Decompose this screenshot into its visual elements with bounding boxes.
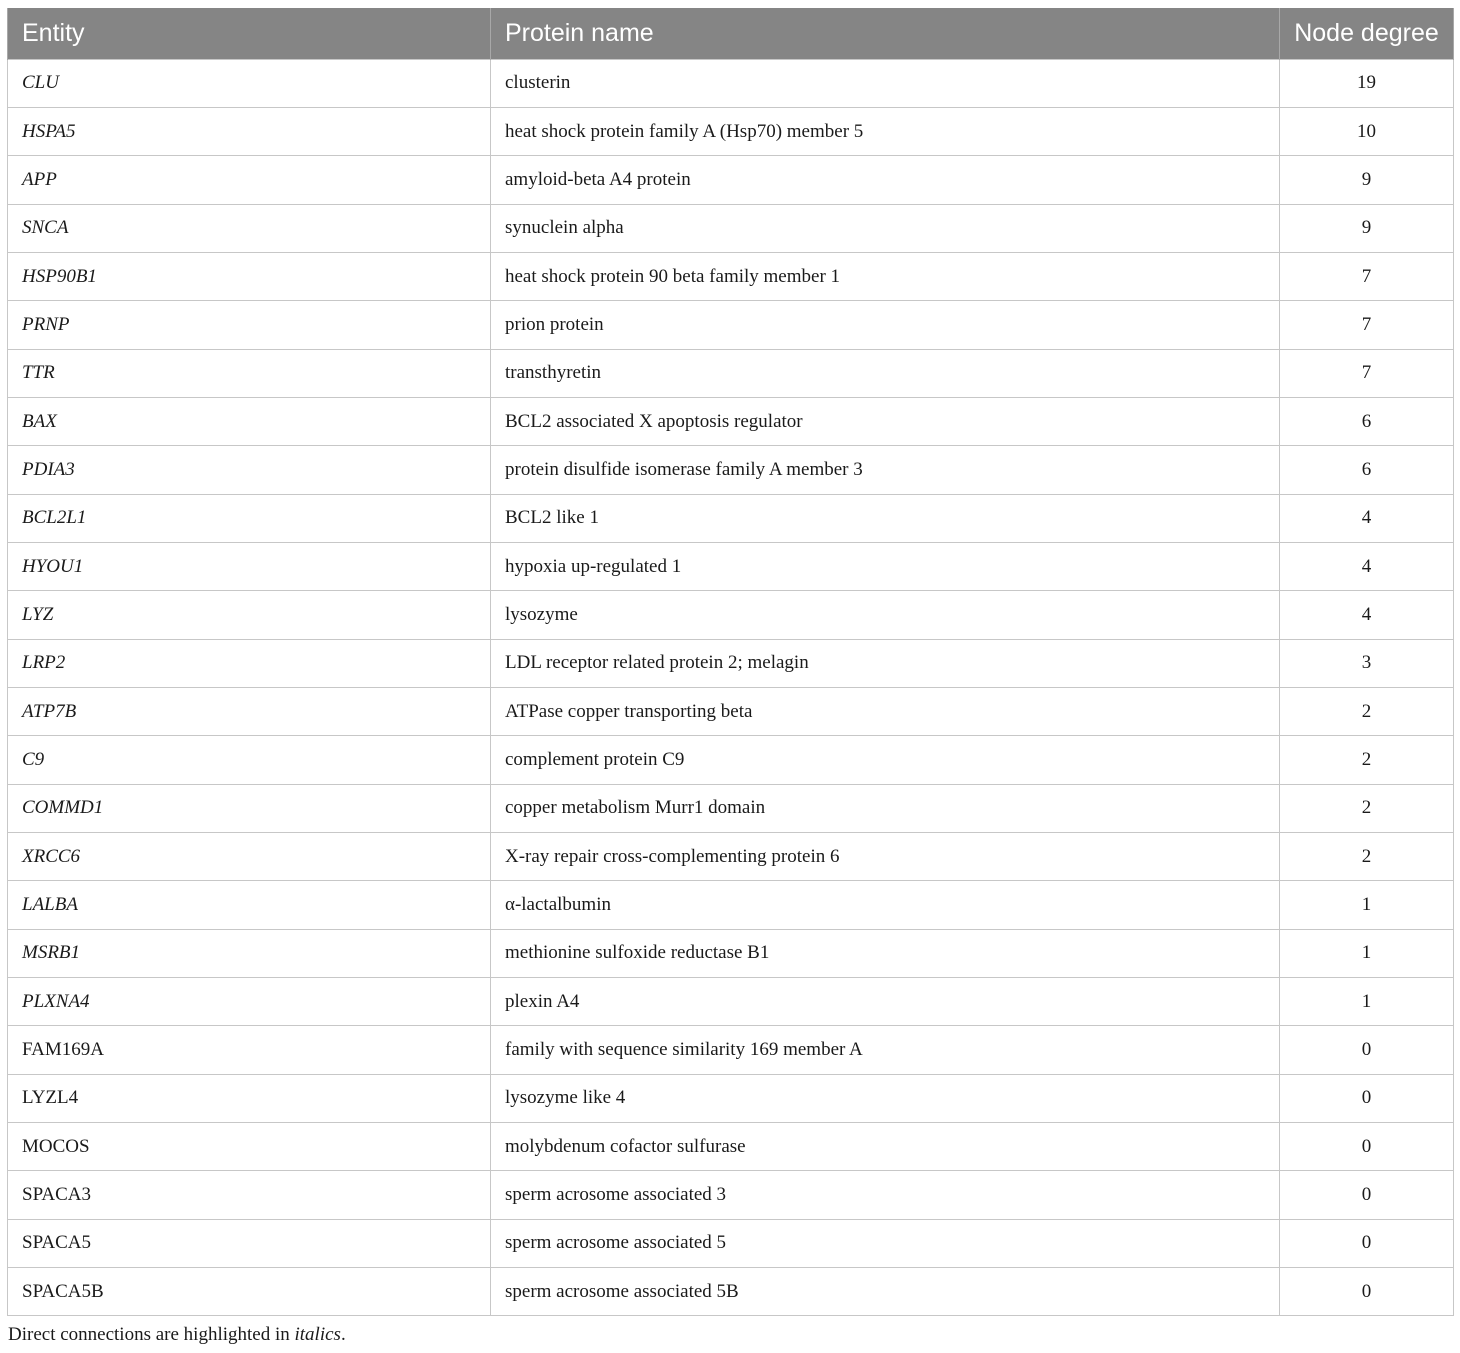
protein-name-cell: synuclein alpha [491,204,1280,252]
entity-cell: BAX [8,397,491,445]
node-degree-cell: 9 [1280,204,1454,252]
protein-name-cell: molybdenum cofactor sulfurase [491,1123,1280,1171]
table-row [8,301,1454,349]
node-degree-cell: 4 [1280,542,1454,590]
node-degree-cell: 2 [1280,736,1454,784]
node-degree-cell: 1 [1280,881,1454,929]
table-row [8,204,1454,252]
table-body [8,59,1454,1316]
header-entity: Entity [8,8,491,59]
node-degree-cell: 0 [1280,1268,1454,1316]
node-degree-cell: 6 [1280,397,1454,445]
table-row [8,687,1454,735]
protein-name-cell: ATPase copper transporting beta [491,687,1280,735]
protein-name-cell: X-ray repair cross-complementing protein 6 [491,833,1280,881]
table-row [8,446,1454,494]
node-degree-cell: 2 [1280,687,1454,735]
protein-name-cell: lysozyme [491,591,1280,639]
table-row [8,1074,1454,1122]
table-row [8,1123,1454,1171]
table-row [8,252,1454,300]
protein-name-cell: copper metabolism Murr1 domain [491,784,1280,832]
node-degree-cell: 4 [1280,591,1454,639]
protein-name-cell: sperm acrosome associated 3 [491,1171,1280,1219]
entity-cell: LALBA [8,881,491,929]
entity-cell: LRP2 [8,639,491,687]
entity-cell: HSP90B1 [8,252,491,300]
protein-name-cell: family with sequence similarity 169 member A [491,1026,1280,1074]
table-row [8,736,1454,784]
protein-name-cell: BCL2 associated X apoptosis regulator [491,397,1280,445]
table-row [8,881,1454,929]
protein-name-cell: LDL receptor related protein 2; melagin [491,639,1280,687]
table-row [8,349,1454,397]
entity-cell: SNCA [8,204,491,252]
entity-cell: BCL2L1 [8,494,491,542]
node-degree-cell: 10 [1280,107,1454,155]
table-row [8,1171,1454,1219]
entity-cell: APP [8,156,491,204]
header-node-degree: Node degree [1280,8,1454,59]
entity-cell: C9 [8,736,491,784]
node-degree-cell: 6 [1280,446,1454,494]
protein-name-cell: sperm acrosome associated 5B [491,1268,1280,1316]
table-row [8,542,1454,590]
header-row [8,8,1454,59]
entity-cell: SPACA3 [8,1171,491,1219]
table-row [8,494,1454,542]
table-row [8,929,1454,977]
protein-name-cell: heat shock protein family A (Hsp70) member 5 [491,107,1280,155]
node-degree-cell: 19 [1280,59,1454,107]
table-row [8,1026,1454,1074]
protein-name-cell: protein disulfide isomerase family A member 3 [491,446,1280,494]
node-degree-cell: 0 [1280,1219,1454,1267]
protein-name-cell: lysozyme like 4 [491,1074,1280,1122]
node-degree-cell: 0 [1280,1171,1454,1219]
table-row [8,591,1454,639]
table-row [8,833,1454,881]
table-row [8,156,1454,204]
table-header [8,8,1454,59]
protein-name-cell: methionine sulfoxide reductase B1 [491,929,1280,977]
table-row [8,639,1454,687]
entity-cell: HSPA5 [8,107,491,155]
entity-cell: MOCOS [8,1123,491,1171]
table-row [8,1219,1454,1267]
entity-cell: ATP7B [8,687,491,735]
protein-name-cell: clusterin [491,59,1280,107]
protein-name-cell: BCL2 like 1 [491,494,1280,542]
entity-cell: PLXNA4 [8,978,491,1026]
footnote-suffix: . [340,1324,346,1345]
entity-cell: COMMD1 [8,784,491,832]
entity-cell: FAM169A [8,1026,491,1074]
footnote-emphasis: italics [294,1324,341,1345]
protein-name-cell: heat shock protein 90 beta family member 1 [491,252,1280,300]
table-row [8,397,1454,445]
node-degree-cell: 9 [1280,156,1454,204]
node-degree-cell: 7 [1280,252,1454,300]
protein-name-cell: complement protein C9 [491,736,1280,784]
protein-name-cell: transthyretin [491,349,1280,397]
data-table-container [7,8,1453,1316]
node-degree-cell: 7 [1280,301,1454,349]
table-footnote [8,1324,346,1346]
protein-name-cell: plexin A4 [491,978,1280,1026]
node-degree-cell: 4 [1280,494,1454,542]
entity-cell: PRNP [8,301,491,349]
node-degree-cell: 1 [1280,978,1454,1026]
table-row [8,784,1454,832]
protein-name-cell: prion protein [491,301,1280,349]
node-degree-cell: 3 [1280,639,1454,687]
header-protein-name: Protein name [491,8,1280,59]
table-row [8,978,1454,1026]
node-degree-cell: 2 [1280,784,1454,832]
node-degree-cell: 7 [1280,349,1454,397]
entity-cell: MSRB1 [8,929,491,977]
node-degree-cell: 0 [1280,1123,1454,1171]
protein-name-cell: hypoxia up-regulated 1 [491,542,1280,590]
node-degree-cell: 2 [1280,833,1454,881]
entity-cell: CLU [8,59,491,107]
entity-cell: SPACA5B [8,1268,491,1316]
table-row [8,107,1454,155]
entity-cell: TTR [8,349,491,397]
entity-cell: XRCC6 [8,833,491,881]
node-degree-table [7,8,1454,1316]
entity-cell: PDIA3 [8,446,491,494]
entity-cell: SPACA5 [8,1219,491,1267]
protein-name-cell: sperm acrosome associated 5 [491,1219,1280,1267]
table-row [8,1268,1454,1316]
entity-cell: HYOU1 [8,542,491,590]
node-degree-cell: 0 [1280,1074,1454,1122]
entity-cell: LYZL4 [8,1074,491,1122]
protein-name-cell: α-lactalbumin [491,881,1280,929]
entity-cell: LYZ [8,591,491,639]
node-degree-cell: 1 [1280,929,1454,977]
footnote-text: Direct connections are highlighted in [8,1324,295,1345]
table-row [8,59,1454,107]
node-degree-cell: 0 [1280,1026,1454,1074]
protein-name-cell: amyloid-beta A4 protein [491,156,1280,204]
